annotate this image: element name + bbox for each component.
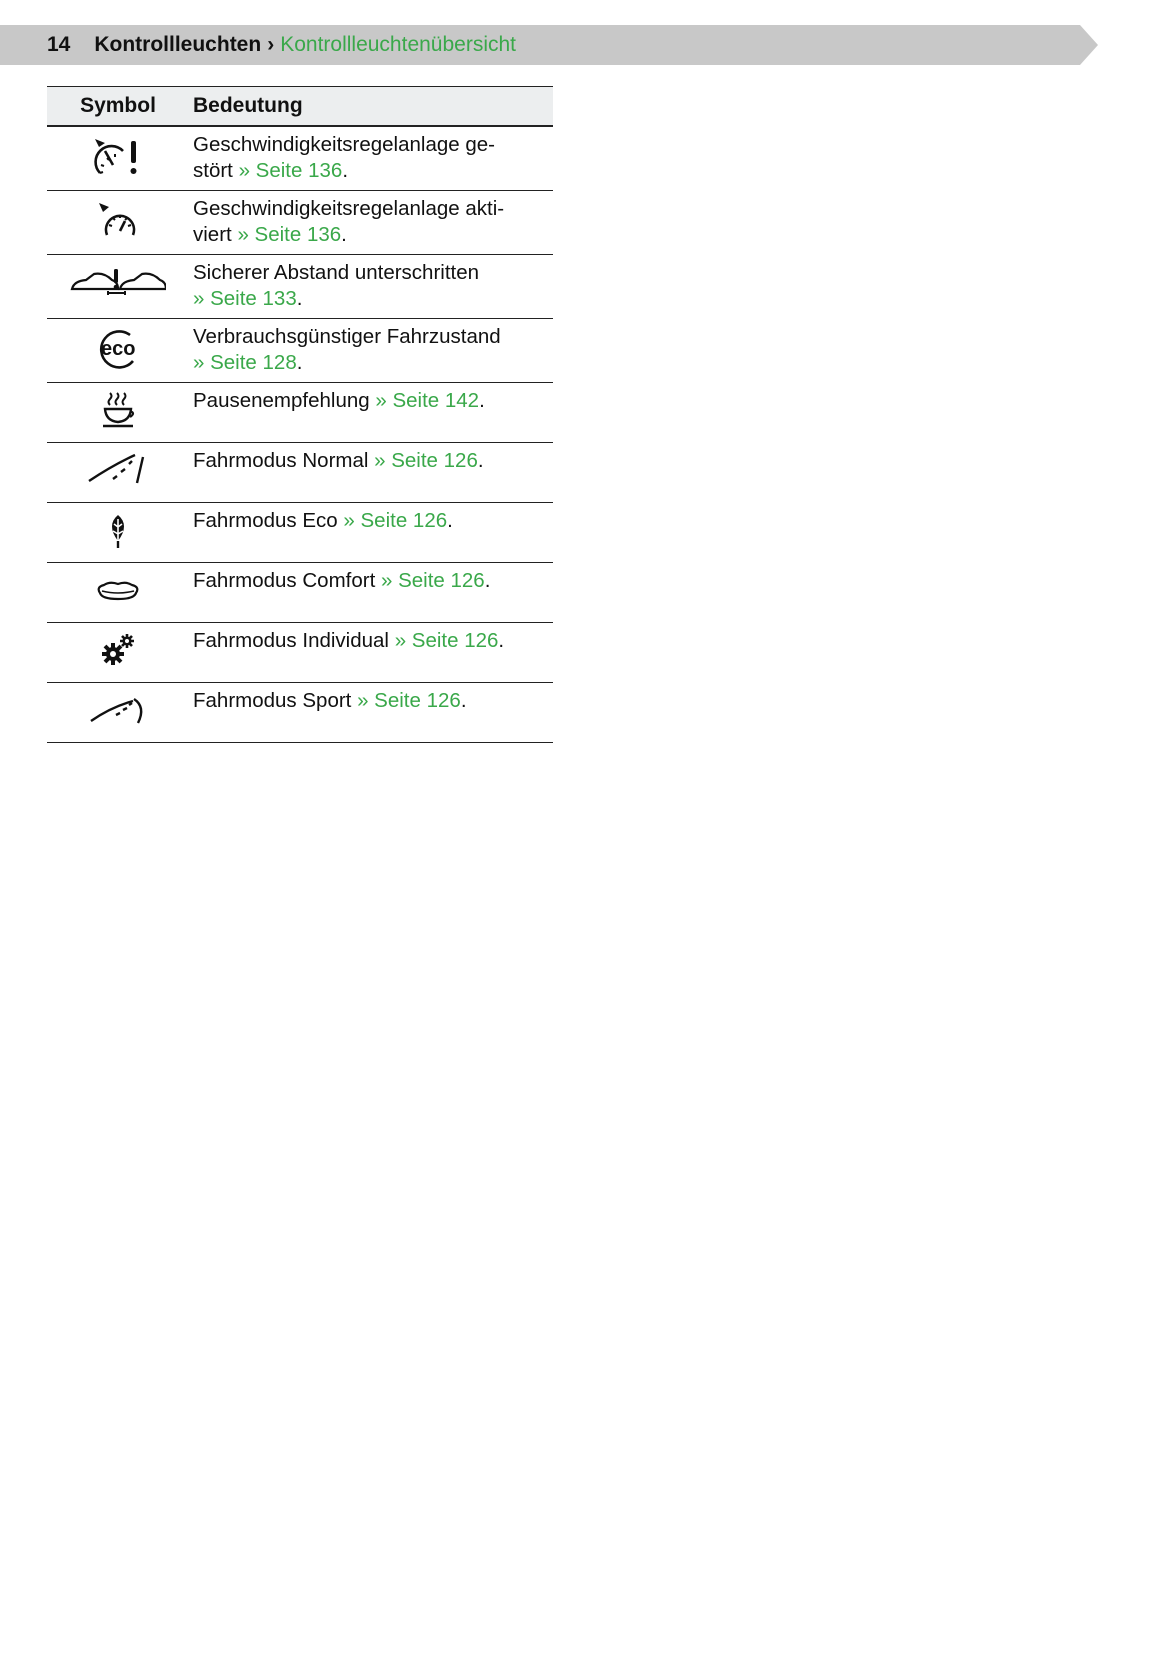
- page-link[interactable]: » Seite 133: [193, 286, 297, 310]
- row-text: Fahrmodus Eco: [193, 508, 344, 532]
- table-row: Fahrmodus Comfort » Seite 126.: [47, 562, 553, 622]
- column-header-meaning: Bedeutung: [189, 87, 553, 127]
- row-text: viert: [193, 222, 238, 246]
- page-link[interactable]: » Seite 128: [193, 350, 297, 374]
- table-row: Fahrmodus Normal » Seite 126.: [47, 442, 553, 502]
- table-row: Pausenempfehlung » Seite 142.: [47, 382, 553, 442]
- row-text: stört: [193, 159, 239, 182]
- row-text: Fahrmodus Normal: [193, 448, 375, 472]
- row-text: Fahrmodus Sport: [193, 688, 358, 712]
- page-link[interactable]: » Seite 136: [238, 159, 343, 182]
- row-text: Pausenempfehlung: [193, 388, 376, 412]
- leaf-icon: [103, 511, 133, 551]
- coffee-cup-icon: [98, 391, 138, 431]
- row-text: Verbrauchsgünstiger Fahrzustand: [193, 324, 501, 348]
- eco-icon: [95, 327, 141, 371]
- gears-icon: [100, 631, 136, 667]
- road-normal-icon: [87, 451, 149, 487]
- page-link[interactable]: » Seite 136: [237, 222, 342, 246]
- table-row: Fahrmodus Sport » Seite 126.: [47, 682, 553, 742]
- breadcrumb-separator: ›: [267, 33, 275, 56]
- table-row: Geschwindigkeitsregelanlage akti- viert » Seite 136.: [47, 190, 553, 254]
- page-link[interactable]: » Seite 142: [375, 388, 480, 412]
- road-sport-icon: [88, 691, 148, 727]
- section-title: Kontrollleuchtenübersicht: [280, 33, 517, 56]
- page-link[interactable]: » Seite 126: [357, 688, 461, 712]
- row-text: Geschwindigkeitsregelanlage akti-: [193, 196, 505, 220]
- symbol-table: [47, 86, 553, 743]
- cloud-comfort-icon: [92, 571, 144, 607]
- svg-text:eco: eco: [101, 337, 136, 360]
- page-link[interactable]: » Seite 126: [374, 448, 478, 472]
- table-row: eco Verbrauchsgünstiger Fahrzustand » Seite 128.: [47, 318, 553, 382]
- chapter-title: Kontrollleuchten: [94, 33, 262, 56]
- row-text: Fahrmodus Individual: [193, 628, 395, 652]
- page-link[interactable]: » Seite 126: [343, 508, 448, 532]
- row-text: Geschwindigkeitsregelanlage ge-: [193, 133, 495, 156]
- table-header-row: [47, 87, 553, 127]
- cruise-control-active-icon: [95, 199, 141, 243]
- table-row: Geschwindigkeitsregelanlage ge- stört » Seite 136.: [47, 126, 553, 190]
- page-link[interactable]: » Seite 126: [380, 568, 485, 592]
- table-row: Sicherer Abstand unterschritten » Seite 133.: [47, 254, 553, 318]
- table-row: Fahrmodus Individual » Seite 126.: [47, 622, 553, 682]
- row-text: Fahrmodus Comfort: [193, 568, 381, 592]
- page-link[interactable]: » Seite 126: [394, 628, 499, 652]
- running-header: [47, 25, 516, 65]
- table-row: Fahrmodus Eco » Seite 126.: [47, 502, 553, 562]
- row-text: Sicherer Abstand unterschritten: [193, 260, 480, 284]
- safe-distance-warning-icon: [70, 263, 166, 303]
- column-header-symbol: Symbol: [47, 87, 189, 127]
- cruise-control-fault-icon: [93, 135, 143, 179]
- page-number: 14: [47, 33, 71, 56]
